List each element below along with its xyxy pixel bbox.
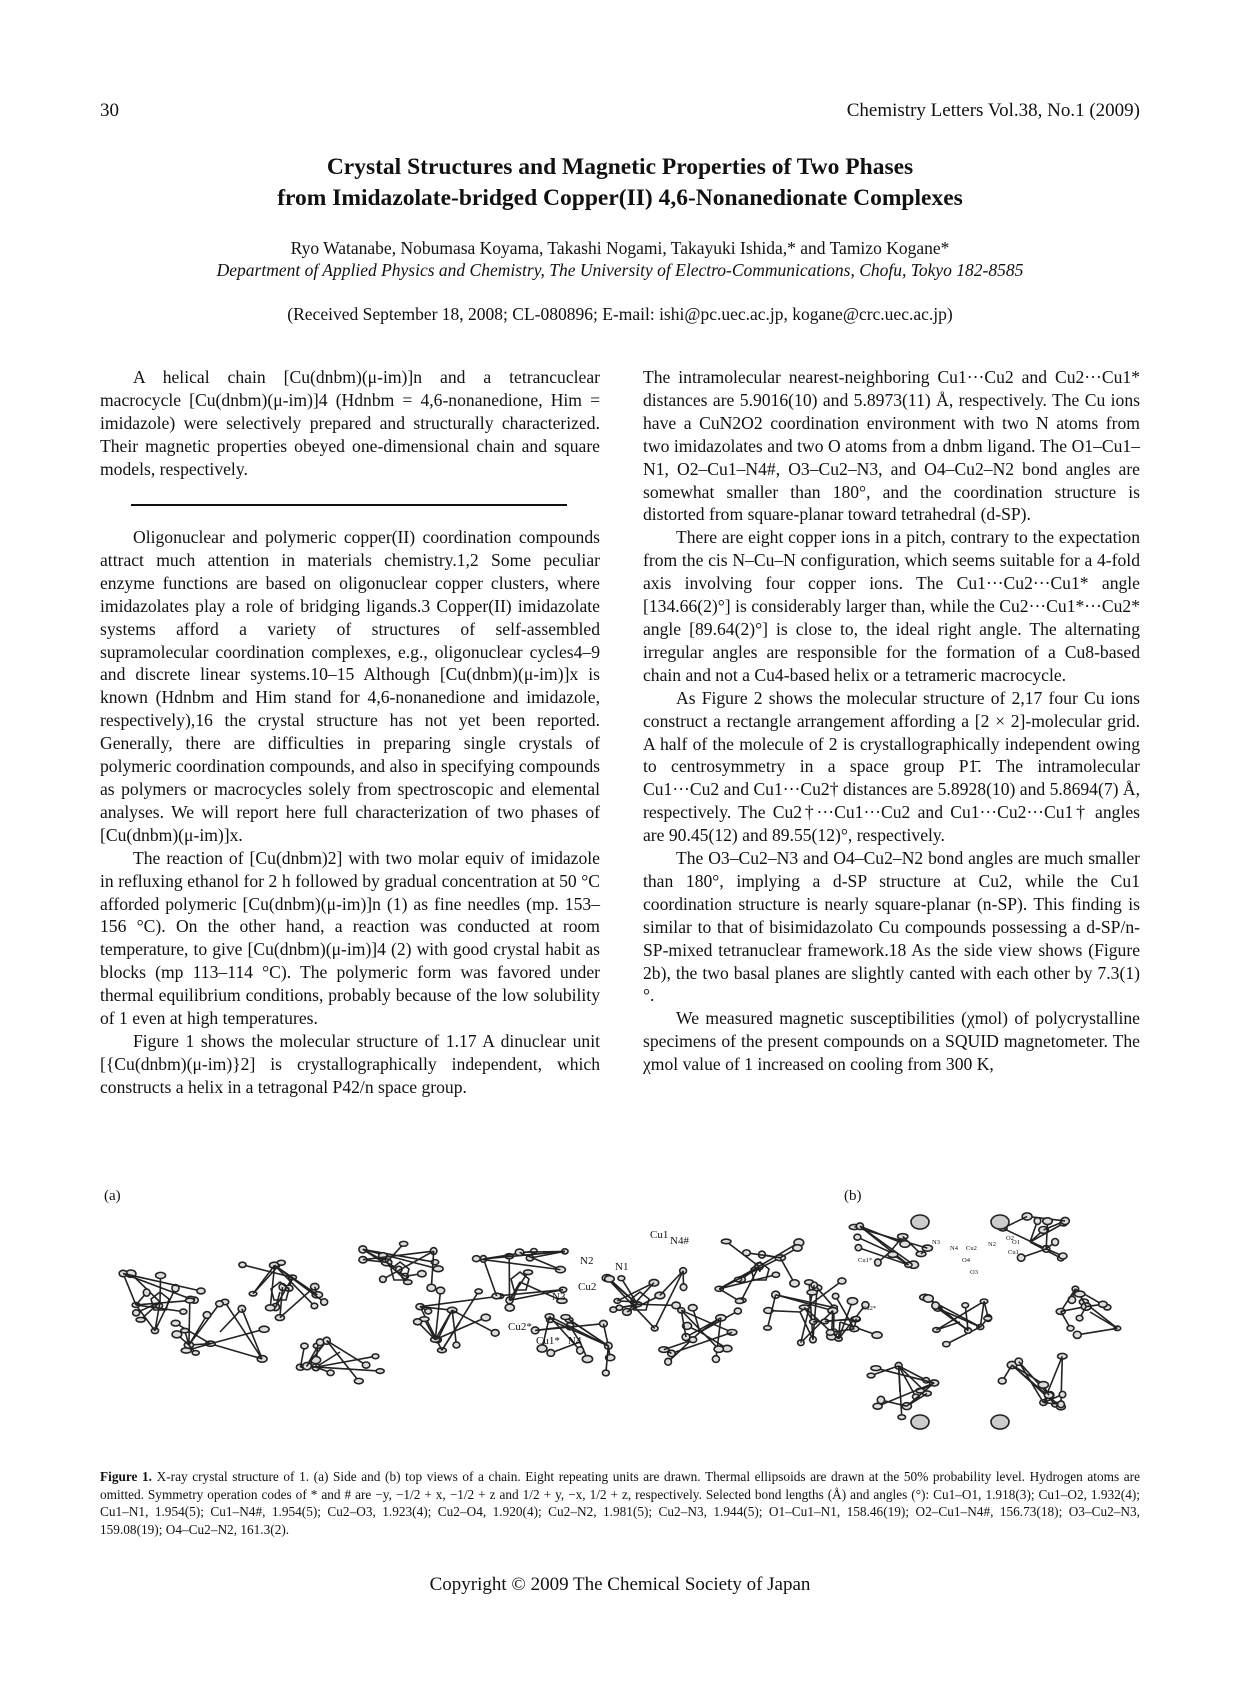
atom-ellipse — [311, 1303, 318, 1309]
atom-ellipse — [582, 1356, 592, 1363]
atom-ellipse — [136, 1317, 145, 1322]
atom-ellipse — [362, 1362, 370, 1368]
atom-ellipse — [133, 1310, 140, 1316]
caption-label: Figure 1. — [100, 1469, 152, 1484]
caption-text: X-ray crystal structure of 1. (a) Side and (b) top views of a chain. Eight repeating units are drawn. Thermal ellipsoids are drawn at the 50% probability level. Hydrogen atoms are omitted. Symmetry operation codes of * and # are −y, −1/2 + x, −1/2 + z and 1/2 + y, −x, 1/2 + z, respectively. Selected bond lengths (Å) and angles (°): Cu1–O1, 1.918(3); Cu1–O2, 1.932(4); Cu1–N1, 1.954(5); Cu1–N4#, 1.954(5); Cu2–O3, 1.923(4); Cu2–O4, 1.920(4); Cu2–N2, 1.981(5); Cu2–N3, 1.944(5); O1–Cu1–N1, 158.46(19); O2–Cu1–N4#, 156.73(18); O3–Cu2–N3, 159.08(19); O4–Cu2–N2, 161.3(2). — [100, 1469, 1140, 1537]
atom-ellipse — [547, 1350, 555, 1357]
atom-ellipse — [433, 1266, 443, 1272]
atom-ellipse — [871, 1366, 881, 1371]
atom-ellipse — [427, 1284, 436, 1291]
atom-ellipse — [875, 1259, 881, 1266]
bond-line — [946, 1327, 980, 1344]
atom-ellipse — [900, 1241, 910, 1248]
atom-ellipse — [524, 1270, 533, 1275]
atom-ellipse — [453, 1342, 460, 1348]
atom-label: Cu1 — [1008, 1249, 1019, 1256]
atom-label: Cu2 — [578, 1281, 597, 1293]
affiliation: Department of Applied Physics and Chemistry, The University of Electro-Communications, Chofu, Tokyo 182-8585 — [216, 260, 1024, 280]
atom-ellipse — [400, 1241, 408, 1246]
abstract — [100, 366, 600, 481]
atom-ellipse — [962, 1303, 969, 1308]
authors: Ryo Watanabe, Nobumasa Koyama, Takashi Nogami, Takayuki Ishida,* and Tamizo Kogane* — [290, 238, 950, 258]
atom-ellipse — [577, 1347, 584, 1354]
bond-line — [660, 1271, 683, 1296]
paragraph: Oligonuclear and polymeric copper(II) coordination compounds attract much attention in materials chemistry.1,2 Some peculiar enzyme functions are based on oligonuclear copper clusters, where imidazolates play a role of bridging ligands.3 Copper(II) imidazolate systems afford a variety of structures of self-assembled supramolecular coordination complexes, e.g., oligonuclear cycles4–9 and discrete linear systems.10–15 Although [Cu(dnbm)(μ-im)]x is known (Hdnbm and Him stand for 4,6-nonanedione and imidazole, respectively),16 the crystal structure has not yet been reported. Generally, there are difficulties in preparing single crystals of polymeric coordination compounds, and also in specifying compounds as polymers or macrocycles solely from spectroscopic and elemental analyses. We will report here full characterization of two phases of [Cu(dnbm)(μ-im)]x. — [100, 527, 600, 845]
atom-ellipse — [239, 1262, 246, 1267]
bond-line — [1019, 1362, 1049, 1395]
atom-ellipse — [772, 1272, 779, 1277]
atom-ellipse — [616, 1305, 622, 1310]
atom-ellipse — [655, 1292, 665, 1299]
atom-ellipse — [1043, 1218, 1052, 1225]
atom-ellipse — [249, 1292, 257, 1296]
bond-line — [160, 1275, 161, 1302]
bond-line — [280, 1287, 283, 1318]
atom-ellipse — [807, 1290, 817, 1295]
abstract-divider — [131, 504, 567, 506]
atom-ellipse — [156, 1272, 166, 1278]
atom-label: O2 — [1006, 1235, 1014, 1242]
atom-label: O4 — [962, 1257, 970, 1264]
panel-b-label: (b) — [844, 1188, 862, 1204]
figure-1-crystal-structure — [100, 1182, 1140, 1462]
atom-ellipse — [602, 1370, 609, 1376]
atom-ellipse — [181, 1328, 189, 1332]
atom-ellipse — [826, 1330, 834, 1335]
atom-ellipse — [491, 1330, 499, 1337]
bond-line — [965, 1305, 968, 1330]
atom-ellipse — [922, 1245, 932, 1251]
atom-ellipse — [216, 1301, 224, 1307]
atom-ellipse — [481, 1314, 490, 1321]
atom-ellipse — [743, 1250, 751, 1256]
paragraph: The reaction of [Cu(dnbm)2] with two molar equiv of imidazole in refluxing ethanol for 2 h followed by gradual concentration at 50 °C afforded polymeric [Cu(dnbm)(μ-im)]n (1) as fine needles (mp. 153–156 °C). On the other hand, a reaction was conducted at room temperature, to give [Cu(dnbm)(μ-im)]4 (2) with good crystal habit as blocks (mp 113–114 °C). The polymeric form was favored under thermal equilibrium conditions, probably because of the low solubility of 1 even at high temperatures. — [100, 847, 600, 1029]
received-line: (Received September 18, 2008; CL-080896; E-mail: ishi@pc.uec.ac.jp, kogane@crc.uec.ac.jp) — [287, 304, 953, 324]
atom-ellipse — [911, 1215, 929, 1229]
atom-ellipse — [301, 1343, 308, 1349]
panel-a-label: (a) — [104, 1188, 121, 1204]
atom-ellipse — [680, 1284, 687, 1291]
atom-ellipse — [380, 1276, 387, 1282]
atom-label: N1 — [615, 1261, 629, 1273]
bond-line — [876, 1368, 934, 1383]
atom-ellipse — [1044, 1392, 1053, 1398]
atom-ellipse — [847, 1298, 857, 1305]
atom-label: N4 — [950, 1245, 958, 1252]
atom-ellipse — [1059, 1253, 1067, 1259]
bond-line — [253, 1263, 281, 1294]
atom-ellipse — [1099, 1301, 1107, 1307]
atom-ellipse — [714, 1346, 723, 1352]
atom-label: N2 — [580, 1255, 594, 1267]
journal-header: Chemistry Letters Vol.38, No.1 (2009) — [846, 100, 1140, 121]
atom-ellipse — [1067, 1326, 1074, 1331]
body-right-column — [643, 366, 1140, 1076]
atom-ellipse — [505, 1304, 514, 1311]
bond-line — [520, 1251, 565, 1252]
panel-b-top-view — [799, 1213, 1120, 1429]
atom-ellipse — [203, 1312, 211, 1319]
atom-label: N3 — [552, 1291, 566, 1303]
copyright-footer: Copyright © 2009 The Chemical Society of Japan — [429, 1574, 811, 1595]
bond-line — [420, 1296, 500, 1307]
atom-label: N3 — [932, 1239, 940, 1246]
atom-label: Cu2 — [966, 1245, 977, 1252]
abstract-text: A helical chain [Cu(dnbm)(μ-im)]n and a tetrancuclear macrocycle [Cu(dnbm)(μ-im)]4 (Hdnbm = 4,6-nonanedione, Him = imidazole) were selectively prepared and structurally characterized. Their magnetic properties obeyed one-dimensional chain and square models, respectively. — [100, 367, 600, 479]
panel-a-side-view — [119, 1239, 846, 1384]
atom-ellipse — [475, 1289, 482, 1294]
atom-ellipse — [259, 1326, 269, 1332]
atom-ellipse — [180, 1309, 187, 1314]
atom-ellipse — [984, 1316, 992, 1320]
atom-ellipse — [277, 1260, 285, 1265]
atom-ellipse — [991, 1215, 1009, 1229]
atom-ellipse — [1075, 1291, 1085, 1297]
atom-ellipse — [873, 1403, 882, 1409]
atom-ellipse — [436, 1287, 444, 1294]
atom-ellipse — [185, 1298, 194, 1303]
atom-label: Cu1* — [858, 1257, 873, 1264]
atom-ellipse — [1038, 1382, 1048, 1389]
atom-ellipse — [898, 1415, 906, 1420]
paragraph: We measured magnetic susceptibilities (χmol) of polycrystalline specimens of the present compounds on a SQUID magnetometer. The χmol value of 1 increased on cooling from 300 K, — [643, 1008, 1140, 1075]
atom-ellipse — [151, 1328, 158, 1334]
atom-ellipse — [354, 1378, 363, 1383]
atom-ellipse — [171, 1320, 180, 1326]
atom-ellipse — [649, 1279, 659, 1286]
article-title — [100, 152, 1140, 214]
figure-caption — [100, 1468, 1140, 1538]
atom-ellipse — [943, 1342, 950, 1347]
page-number: 30 — [100, 100, 119, 121]
atom-ellipse — [192, 1351, 199, 1356]
bond-line — [189, 1301, 190, 1345]
atom-ellipse — [197, 1288, 205, 1294]
atom-ellipse — [688, 1305, 697, 1311]
atom-ellipse — [793, 1245, 802, 1251]
paragraph: The intramolecular nearest-neighboring Cu1···Cu2 and Cu2···Cu1* distances are 5.9016(10) and 5.8973(11) Å, respectively. The Cu ions have a CuN2O2 coordination environment with two N atoms from two imidazolates and two O atoms from a dnbm ligand. The O1–Cu1–N1, O2–Cu1–N4#, O3–Cu2–N3, and O4–Cu2–N2 bond angles are somewhat smaller than 180°, and the coordination structure is distorted from square-planar toward tetrahedral (d-SP). — [643, 367, 1140, 525]
atom-ellipse — [327, 1370, 334, 1375]
bond-line — [655, 1271, 683, 1329]
atom-ellipse — [1058, 1401, 1065, 1408]
atom-label: N4# — [670, 1235, 689, 1247]
atom-ellipse — [832, 1293, 839, 1299]
paragraph: Figure 1 shows the molecular structure of 1.17 A dinuclear unit [{Cu(dnbm)(μ-im)}2] is crystallographically independent, which constructs a helix in a tetragonal P42/n space group. — [100, 1030, 600, 1097]
bond-line — [210, 1329, 264, 1343]
atom-label: N2 — [988, 1241, 996, 1248]
atom-ellipse — [712, 1356, 719, 1363]
body-left-column — [100, 526, 600, 1099]
title-line-2: from Imidazolate-bridged Copper(II) 4,6-Nonanedionate Complexes — [277, 185, 963, 211]
paragraph: As Figure 2 shows the molecular structure of 2,17 four Cu ions construct a rectangle arrangement affording a [2 × 2]-molecular grid. A half of the molecule of 2 is crystallographically independent owing to centrosymmetry in a space group P1̄. The intramolecular Cu1···Cu2 and Cu1···Cu2† distances are 5.8928(10) and 5.8694(7) Å, respectively. The Cu2†···Cu1···Cu2 and Cu1···Cu2···Cu1† angles are 90.45(12) and 89.55(12)°, respectively. — [643, 687, 1140, 846]
atom-ellipse — [561, 1315, 570, 1320]
atom-ellipse — [1059, 1391, 1066, 1397]
bond-line — [1012, 1365, 1061, 1407]
title-line-1: Crystal Structures and Magnetic Properties of Two Phases — [326, 154, 914, 180]
atom-ellipse — [898, 1234, 908, 1240]
atom-label: O3 — [970, 1269, 978, 1276]
bond-line — [1061, 1356, 1062, 1407]
atom-ellipse — [414, 1319, 422, 1325]
atom-ellipse — [854, 1234, 861, 1240]
atom-ellipse — [998, 1378, 1006, 1384]
bond-line — [483, 1259, 496, 1296]
atom-ellipse — [265, 1305, 275, 1311]
atom-ellipse — [991, 1415, 1009, 1429]
atom-label: N4 — [568, 1335, 582, 1347]
atom-ellipse — [790, 1280, 799, 1287]
atom-ellipse — [872, 1332, 882, 1338]
atom-ellipse — [911, 1415, 929, 1429]
atom-ellipse — [888, 1252, 898, 1258]
atom-label: Cu1* — [536, 1335, 560, 1347]
atom-ellipse — [721, 1239, 731, 1243]
atom-ellipse — [425, 1309, 432, 1314]
atom-ellipse — [1073, 1331, 1081, 1338]
paragraph: The O3–Cu2–N3 and O4–Cu2–N2 bond angles are much smaller than 180°, implying a d-SP structure at Cu2, while the Cu1 coordination structure is nearly square-planar (n-SP). This finding is similar to that of bisimidazolato Cu compounds possessing a d-SP/n-SP-mixed tetranuclear framework.18 As the side view shows (Figure 2b), the two basal planes are slightly canted with each other by 7.3(1)°. — [643, 848, 1140, 1006]
atom-ellipse — [372, 1354, 379, 1359]
atom-ellipse — [418, 1271, 427, 1277]
atom-ellipse — [1076, 1315, 1083, 1320]
atom-ellipse — [665, 1358, 672, 1365]
atom-ellipse — [923, 1295, 933, 1302]
atom-ellipse — [838, 1278, 846, 1284]
atom-ellipse — [735, 1299, 743, 1304]
atom-ellipse — [764, 1326, 772, 1330]
bond-line — [1077, 1328, 1117, 1335]
atom-ellipse — [734, 1308, 741, 1314]
atom-ellipse — [932, 1302, 940, 1309]
atom-label: Cu2* — [508, 1321, 532, 1333]
paragraph: There are eight copper ions in a pitch, contrary to the expectation from the cis N–Cu–N configuration, which seems suitable for a 4-fold axis involving four copper ions. The Cu1···Cu2···Cu1* angle [134.66(2)°] is considerably larger than, while the Cu2···Cu1*···Cu2* angle [89.64(2)°] is close to, the ideal right angle. The alternating irregular angles are responsible for the formation of a Cu8-based chain and not a Cu4-based helix or a tetrameric macrocycle. — [643, 527, 1140, 685]
atom-ellipse — [143, 1289, 150, 1296]
atom-ellipse — [1052, 1238, 1059, 1245]
atom-label: Cu1 — [650, 1229, 669, 1241]
atom-label: O1 — [1012, 1239, 1020, 1246]
atom-ellipse — [376, 1369, 384, 1374]
atom-label: Cu2* — [862, 1305, 877, 1312]
atom-ellipse — [867, 1373, 875, 1378]
atom-ellipse — [605, 1276, 615, 1282]
atom-ellipse — [472, 1256, 480, 1262]
bond-line — [637, 1304, 676, 1305]
atom-ellipse — [689, 1337, 696, 1343]
atom-ellipse — [618, 1276, 625, 1281]
atom-ellipse — [855, 1245, 861, 1251]
atom-ellipse — [321, 1299, 328, 1305]
